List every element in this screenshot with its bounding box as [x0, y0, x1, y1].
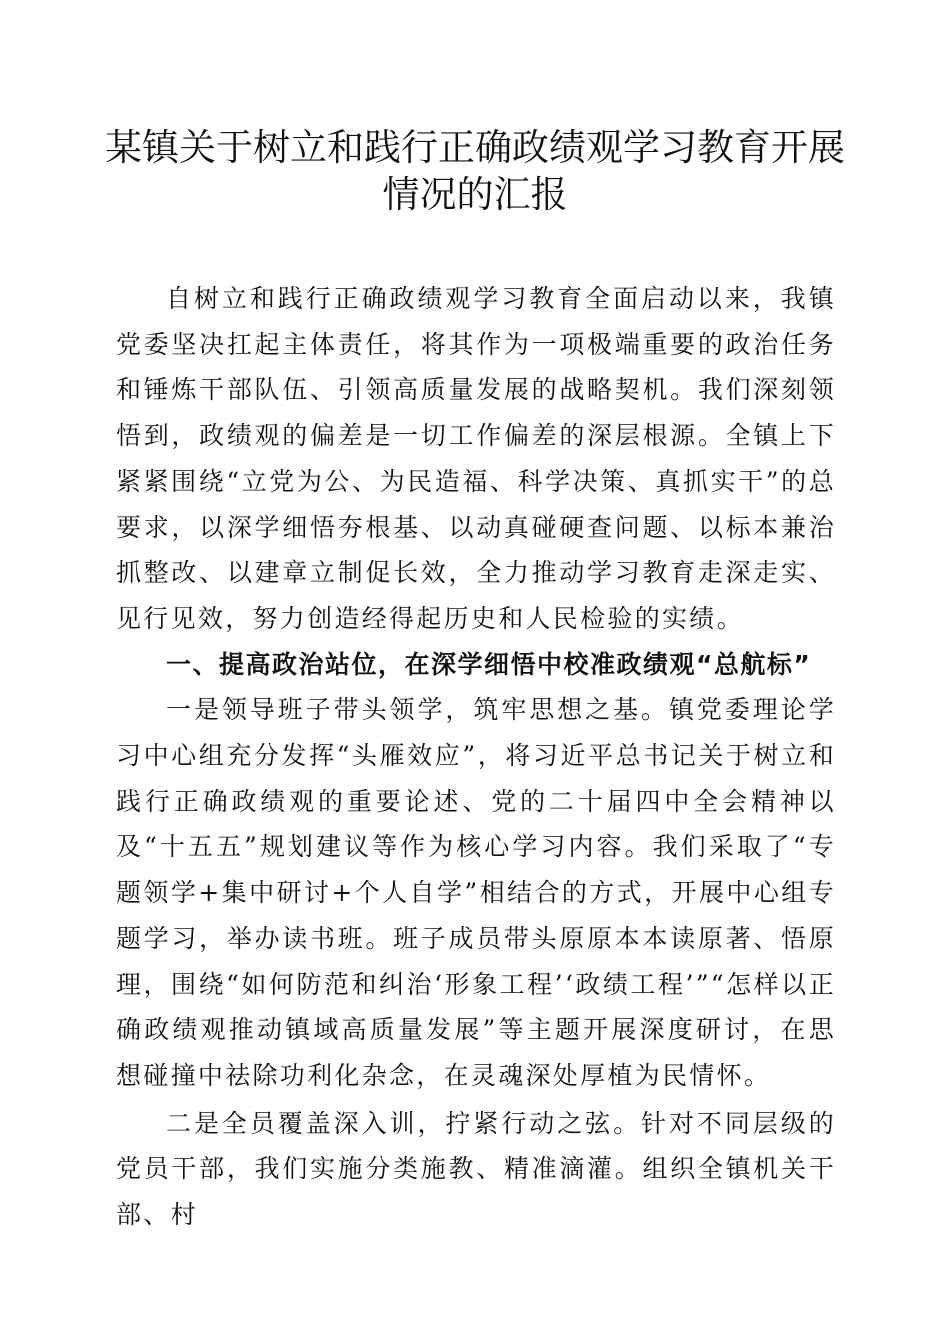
intro-paragraph: 自树立和践行正确政绩观学习教育全面启动以来，我镇党委坚决扛起主体责任，将其作为一项极端重要的政治任务和锤炼干部队伍、引领高质量发展的战略契机。我们深刻领悟到，政绩观的偏差是一切工作偏差的深层根源。全镇上下紧紧围绕“立党为公、为民造福、科学决策、真抓实干”的总要求，以深学细悟夯根基、以动真碰硬查问题、以标本兼治抓整改、以建章立制促长效，全力推动学习教育走深走实、见行见效，努力创造经得起历史和人民检验的实绩。	[116, 284, 836, 633]
paragraph-1: 一是领导班子带头领学，筑牢思想之基。镇党委理论学习中心组充分发挥“头雁效应”，将习近平总书记关于树立和践行正确政绩观的重要论述、党的二十届四中全会精神以及“十五五”规划建议等作为核心学习内容。我们采取了“专题领学+集中研讨+个人自学”相结合的方式，开展中心组专题学习，举办读书班。班子成员带头原原本本读原著、悟原理，围绕“如何防范和纠治‘形象工程’‘政绩工程’”“怎样以正确政绩观推动镇域高质量发展”等主题开展深度研讨，在思想碰撞中祛除功利化杂念，在灵魂深处厚植为民情怀。	[116, 695, 836, 1090]
title-line-1: 某镇关于树立和践行正确政绩观学习教育开展	[105, 126, 845, 169]
document-body	[116, 276, 836, 1238]
paragraph-2: 二是全员覆盖深入训，拧紧行动之弦。针对不同层级的党员干部，我们实施分类施教、精准滴灌。组织全镇机关干部、村	[116, 1108, 836, 1230]
title-line-2: 情况的汇报	[382, 173, 568, 216]
document-title	[100, 124, 850, 218]
section-heading-1: 一、提高政治站位，在深学细悟中校准政绩观“总航标”	[166, 649, 812, 679]
